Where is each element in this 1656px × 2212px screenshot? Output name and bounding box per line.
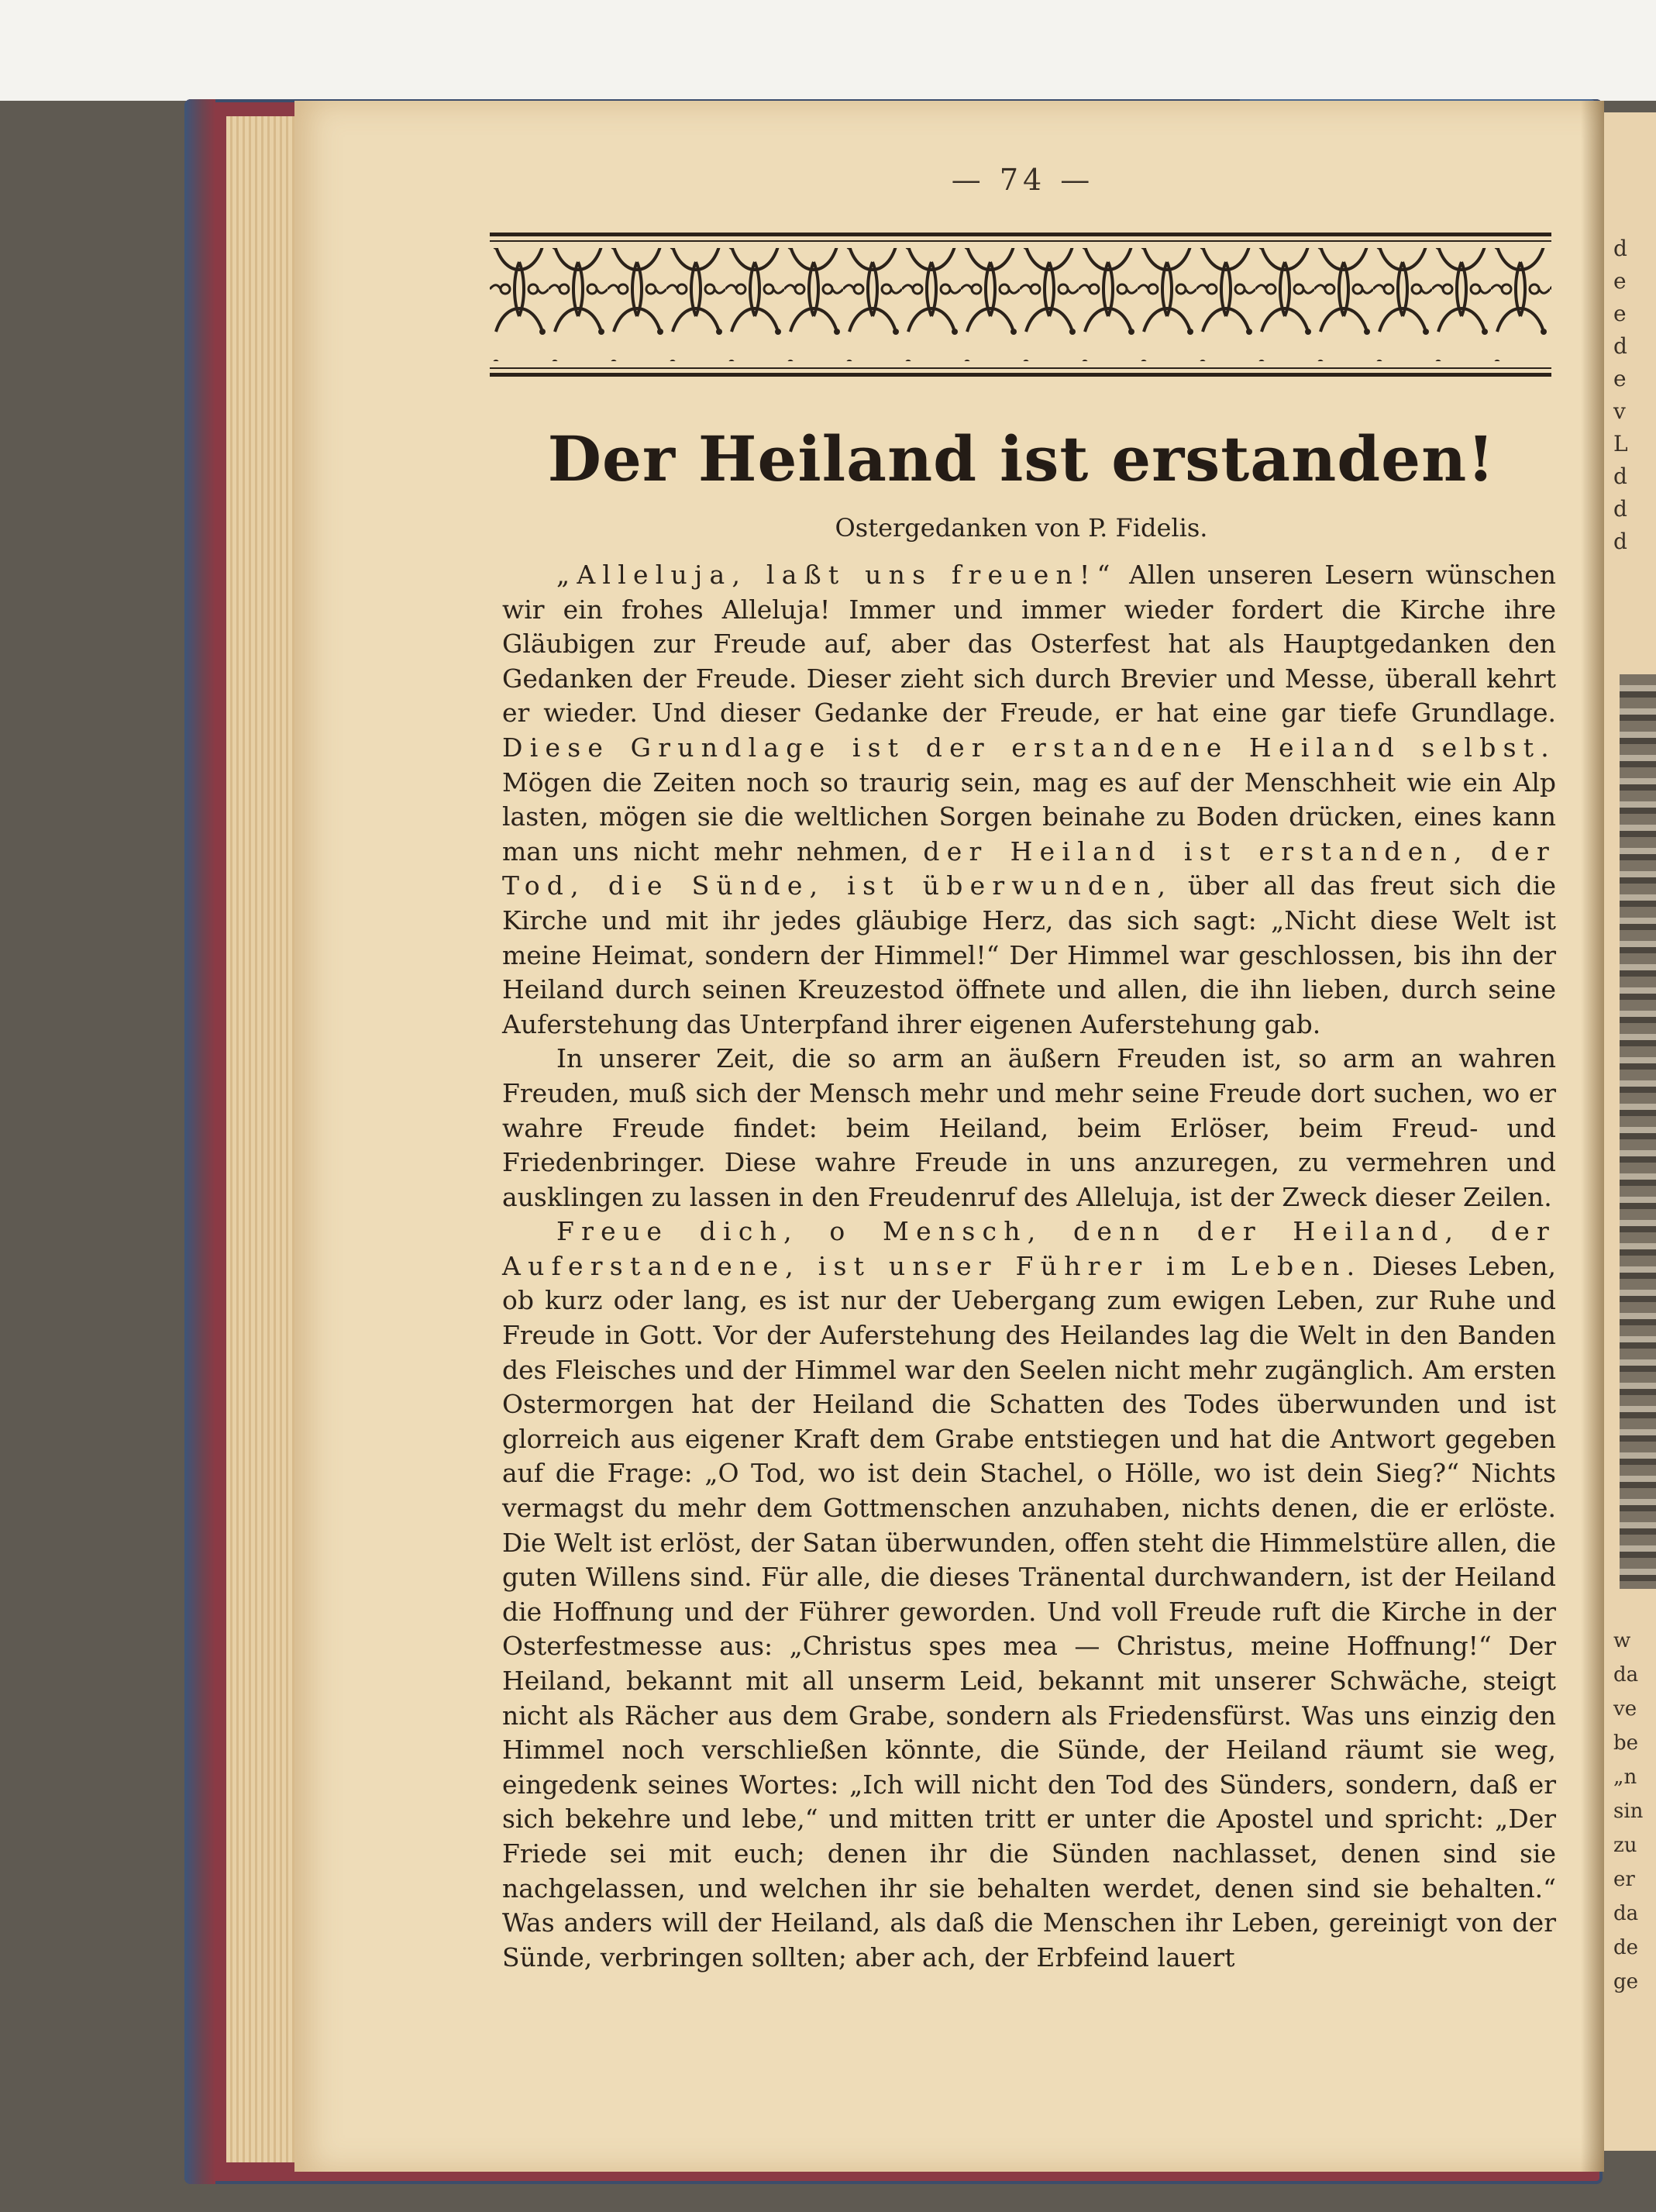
adjacent-letter: d <box>1613 236 1627 261</box>
spaced-emphasis: „Alleluja, laßt uns freuen!“ <box>556 560 1117 590</box>
adjacent-word: ve <box>1613 1697 1637 1721</box>
adjacent-letter: d <box>1613 529 1627 554</box>
page-number: — 74 — <box>951 163 1095 197</box>
paragraph-2: In unserer Zeit, die so arm an äußern Freuden ist, so arm an wahren Freuden, muß sich der Mensch mehr und mehr seine Freude dort suchen, wo er wahre Freude findet: beim Heiland, beim Erlöser, beim Freud- und Friedenbringer. Diese wahre Freude in uns anzuregen, zu vermehren und ausklingen zu lassen in den Freudenruf des Alleluja, ist der Zweck dieser Zeilen. <box>502 1043 1556 1212</box>
article-body <box>502 558 1556 1975</box>
paragraph-text: Allen unseren Lesern wünschen wir ein frohes Alleluja! Immer und immer wieder fordert die Kirche ihre Gläubigen zur Freude auf, aber das Osterfest hat als Hauptgedanken den Gedanken der Freude. Dieser zieht sich durch Brevier und Messe, überall kehrt er wieder. Und dieser Gedanke der Freude, er hat eine gar tiefe Grundlage. <box>502 560 1557 729</box>
paragraph-text: Mögen die Zeiten noch so traurig sein, mag es auf der Menschheit wie ein Alp lasten, mögen sie die weltlichen Sorgen beinahe zu Boden drücken, eines kann man uns nicht mehr nehmen, <box>502 767 1556 867</box>
paragraph-text: Dieses Leben, ob kurz oder lang, es ist nur der Uebergang zum ewigen Leben, zur Ruhe und Freude in Gott. Vor der Auferstehung des Heilandes lag die Welt in den Banden des Fleisches und der Himmel war den Seelen nicht mehr zugänglich. Am ersten Ostermorgen hat der Heiland die Schatten des Todes überwunden und ist glorreich aus eigener Kraft dem Grabe entstiegen und hat die Antwort gegeben auf die Frage: „O Tod, wo ist dein Stachel, o Hölle, wo ist dein Sieg?“ Nichts vermagst du mehr dem Gottmenschen anzuhaben, nichts denen, die er erlöste. Die Welt ist erlöst, der Satan überwunden, offen steht die Himmelstüre allen, die guten Willens sind. Für alle, die dieses Tränental durchwandern, ist der Heiland die Hoffnung und der Führer geworden. Und voll Freude ruft die Kirche in der Osterfestmesse aus: „Christus spes mea — Christus, meine Hoffnung!“ Der Heiland, bekannt mit all unserm Leid, bekannt mit unserer Schwäche, steigt nicht als Rächer aus dem Grabe, sondern als Friedensfürst. Was uns einzig den Himmel noch verschließen könnte, die Sünde, der Heiland räumt sie weg, eingedenk seines Wortes: „Ich will nicht den Tod des Sünders, sondern, daß er sich bekehre und lebe,“ und mitten tritt er unter die Apostel und spricht: „Der Friede sei mit euch; denen ihr die Sünden nachlasset, denen sind sie nachgelassen, und welchen ihr sie behalten werdet, denen sind sie behalten.“ Was anders will der Heiland, als daß die Menschen ihr Leben, gereinigt von der Sünde, verbringen sollten; aber ach, der Erbfeind lauert <box>502 1250 1556 1973</box>
adjacent-letter: d <box>1613 463 1627 489</box>
adjacent-word: w <box>1613 1629 1631 1652</box>
adjacent-word: er <box>1613 1868 1635 1891</box>
adjacent-letter: d <box>1613 496 1627 522</box>
adjacent-word: zu <box>1613 1834 1637 1857</box>
adjacent-word: sin <box>1613 1800 1644 1823</box>
adjacent-word: da <box>1613 1902 1639 1925</box>
background <box>0 0 1656 101</box>
spaced-emphasis: der Heiland ist erstanden, der Tod, die Sünde, ist überwunden, <box>502 836 1557 901</box>
adjacent-letter: e <box>1613 301 1627 326</box>
adjacent-word: „n <box>1613 1766 1637 1789</box>
adjacent-letter: e <box>1613 366 1627 391</box>
adjacent-word: de <box>1613 1936 1639 1959</box>
adjacent-page-margin-text <box>1613 233 1656 558</box>
article-title: Der Heiland ist erstanden! <box>547 422 1496 495</box>
paragraph-3 <box>502 1215 1556 1975</box>
adjacent-letter: d <box>1613 333 1627 359</box>
adjacent-word: da <box>1613 1663 1639 1687</box>
article-subtitle: Ostergedanken von P. Fidelis. <box>835 513 1208 543</box>
adjacent-letter: L <box>1613 431 1628 457</box>
adjacent-letter: e <box>1613 268 1627 294</box>
paragraph-text: über all das freut sich die Kirche und mit ihr jedes gläubige Herz, das sich sagt: „Nicht diese Welt ist meine Heimat, sondern der Himmel!“ Der Himmel war geschlossen, bis ihn der Heiland durch seinen Kreuzestod öffnete und allen, die ihn lieben, durch seine Auferstehung das Unterpfand ihrer eigenen Auferstehung gab. <box>502 870 1556 1039</box>
adjacent-word: ge <box>1613 1970 1639 1993</box>
page-gutter <box>1581 101 1604 2172</box>
paragraph-1 <box>502 558 1556 1042</box>
adjacent-letter: v <box>1613 398 1626 424</box>
book-spine-edge <box>184 99 215 2184</box>
adjacent-page-photo <box>1620 674 1656 1589</box>
spaced-emphasis: Freue dich, o Mensch, denn der Heiland, der Auferstandene, ist unser Führer im Leben. <box>502 1216 1556 1281</box>
ornament-border <box>490 231 1551 378</box>
adjacent-page-words <box>1613 1624 1656 1999</box>
spaced-emphasis: Diese Grundlage ist der erstandene Heiland selbst. <box>502 732 1556 763</box>
adjacent-word: be <box>1613 1731 1639 1755</box>
